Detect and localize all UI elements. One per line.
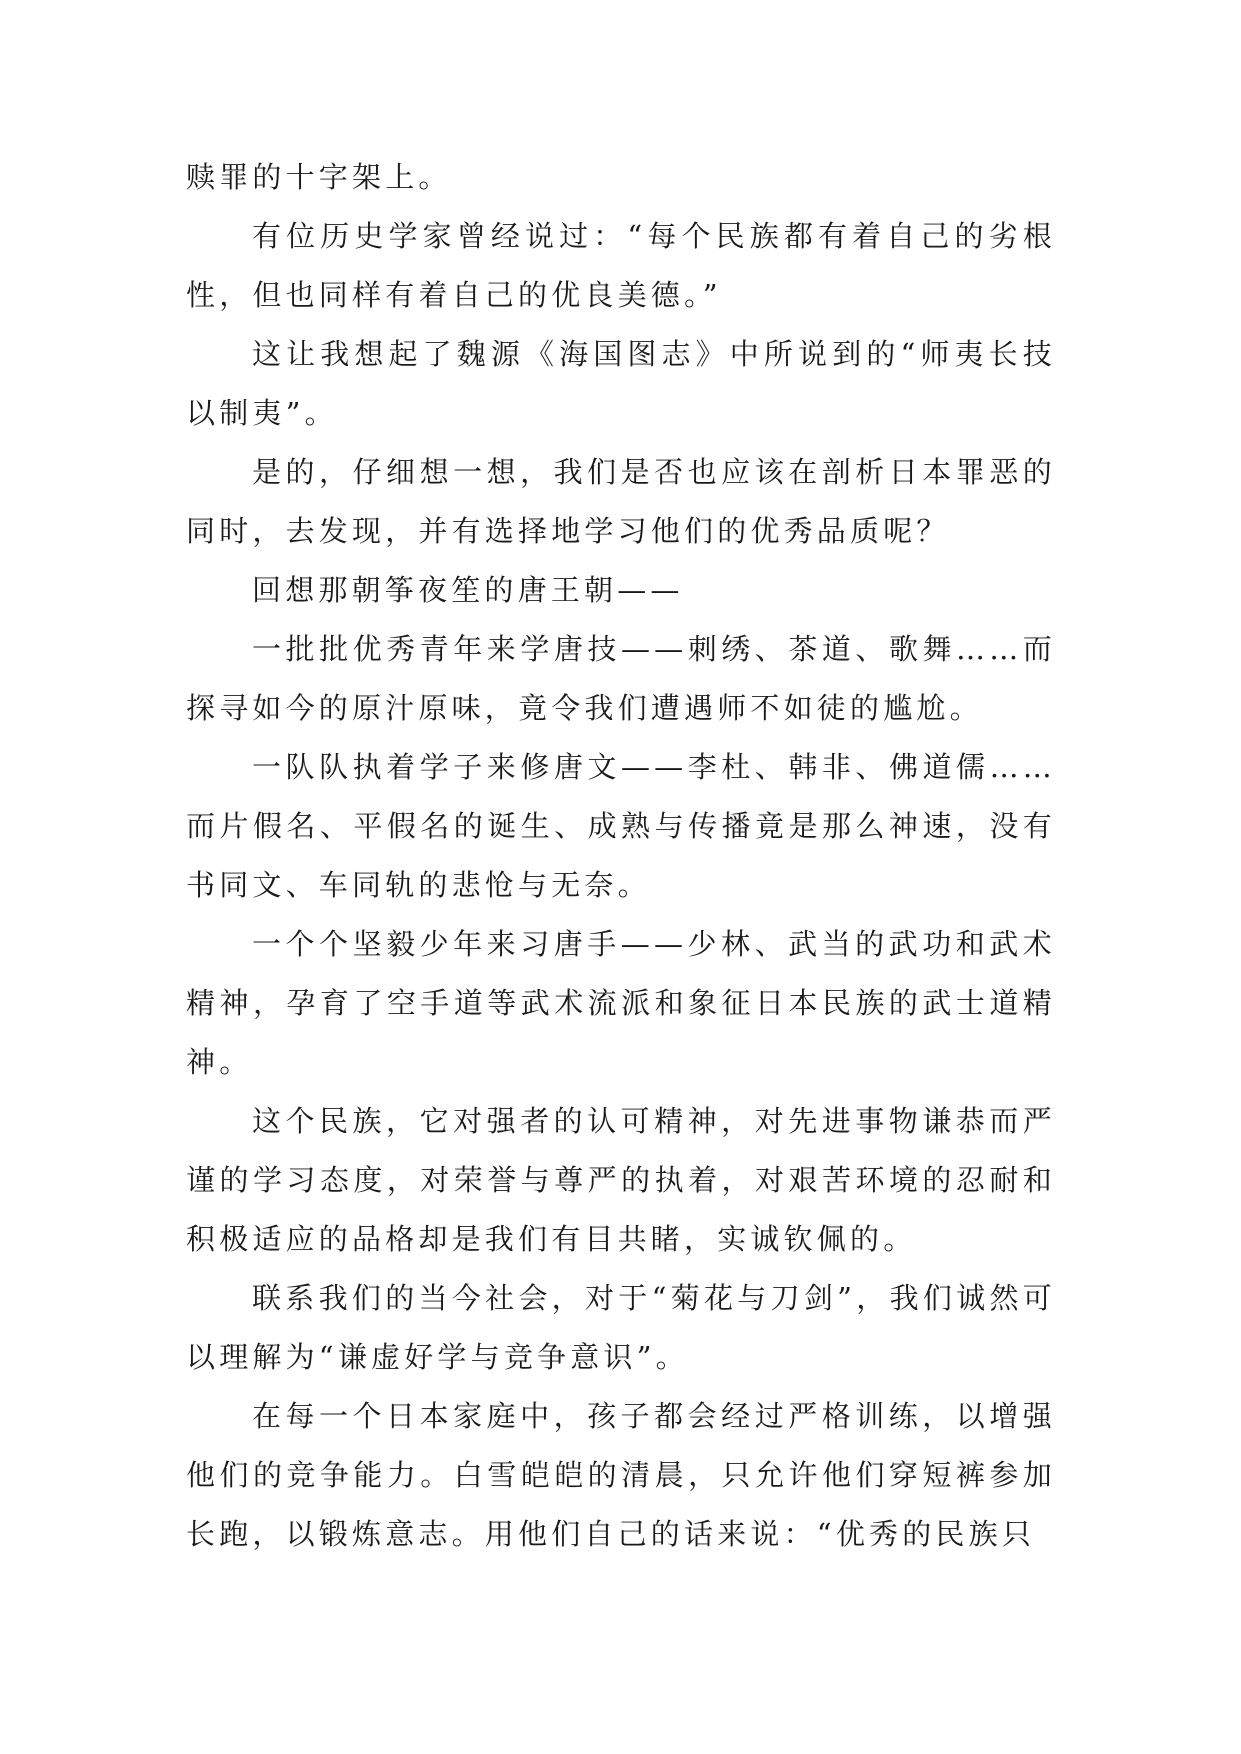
paragraph: 一队队执着学子来修唐文——李杜、韩非、佛道儒……而片假名、平假名的诞生、成熟与传播竟是那么神速，没有书同文、车同轨的悲怆与无奈。 (186, 750, 1056, 902)
paragraph: 在每一个日本家庭中，孩子都会经过严格训练，以增强他们的竞争能力。白雪皑皑的清晨，只允许他们穿短裤参加长跑，以锻炼意志。用他们自己的话来说：“优秀的民族只 (186, 1399, 1056, 1551)
paragraph: 赎罪的十字架上。 (186, 160, 452, 194)
paragraph: 有位历史学家曾经说过：“每个民族都有着自己的劣根性，但也同样有着自己的优良美德。” (186, 219, 1056, 312)
paragraph: 联系我们的当今社会，对于“菊花与刀剑”，我们诚然可以理解为“谦虚好学与竞争意识”。 (186, 1281, 1056, 1374)
document-body (186, 148, 1056, 1564)
paragraph: 这个民族，它对强者的认可精神，对先进事物谦恭而严谨的学习态度，对荣誉与尊严的执着，对艰苦环境的忍耐和积极适应的品格却是我们有目共睹，实诚钦佩的。 (186, 1104, 1056, 1256)
paragraph: 这让我想起了魏源《海国图志》中所说到的“师夷长技以制夷”。 (186, 337, 1056, 430)
paragraph: 回想那朝筝夜笙的唐王朝—— (252, 573, 684, 607)
paragraph: 一批批优秀青年来学唐技——刺绣、茶道、歌舞……而探寻如今的原汁原味，竟令我们遭遇师不如徒的尴尬。 (186, 632, 1056, 725)
paragraph: 一个个坚毅少年来习唐手——少林、武当的武功和武术精神，孕育了空手道等武术流派和象征日本民族的武士道精神。 (186, 927, 1056, 1079)
paragraph: 是的，仔细想一想，我们是否也应该在剖析日本罪恶的同时，去发现，并有选择地学习他们的优秀品质呢？ (186, 455, 1056, 548)
